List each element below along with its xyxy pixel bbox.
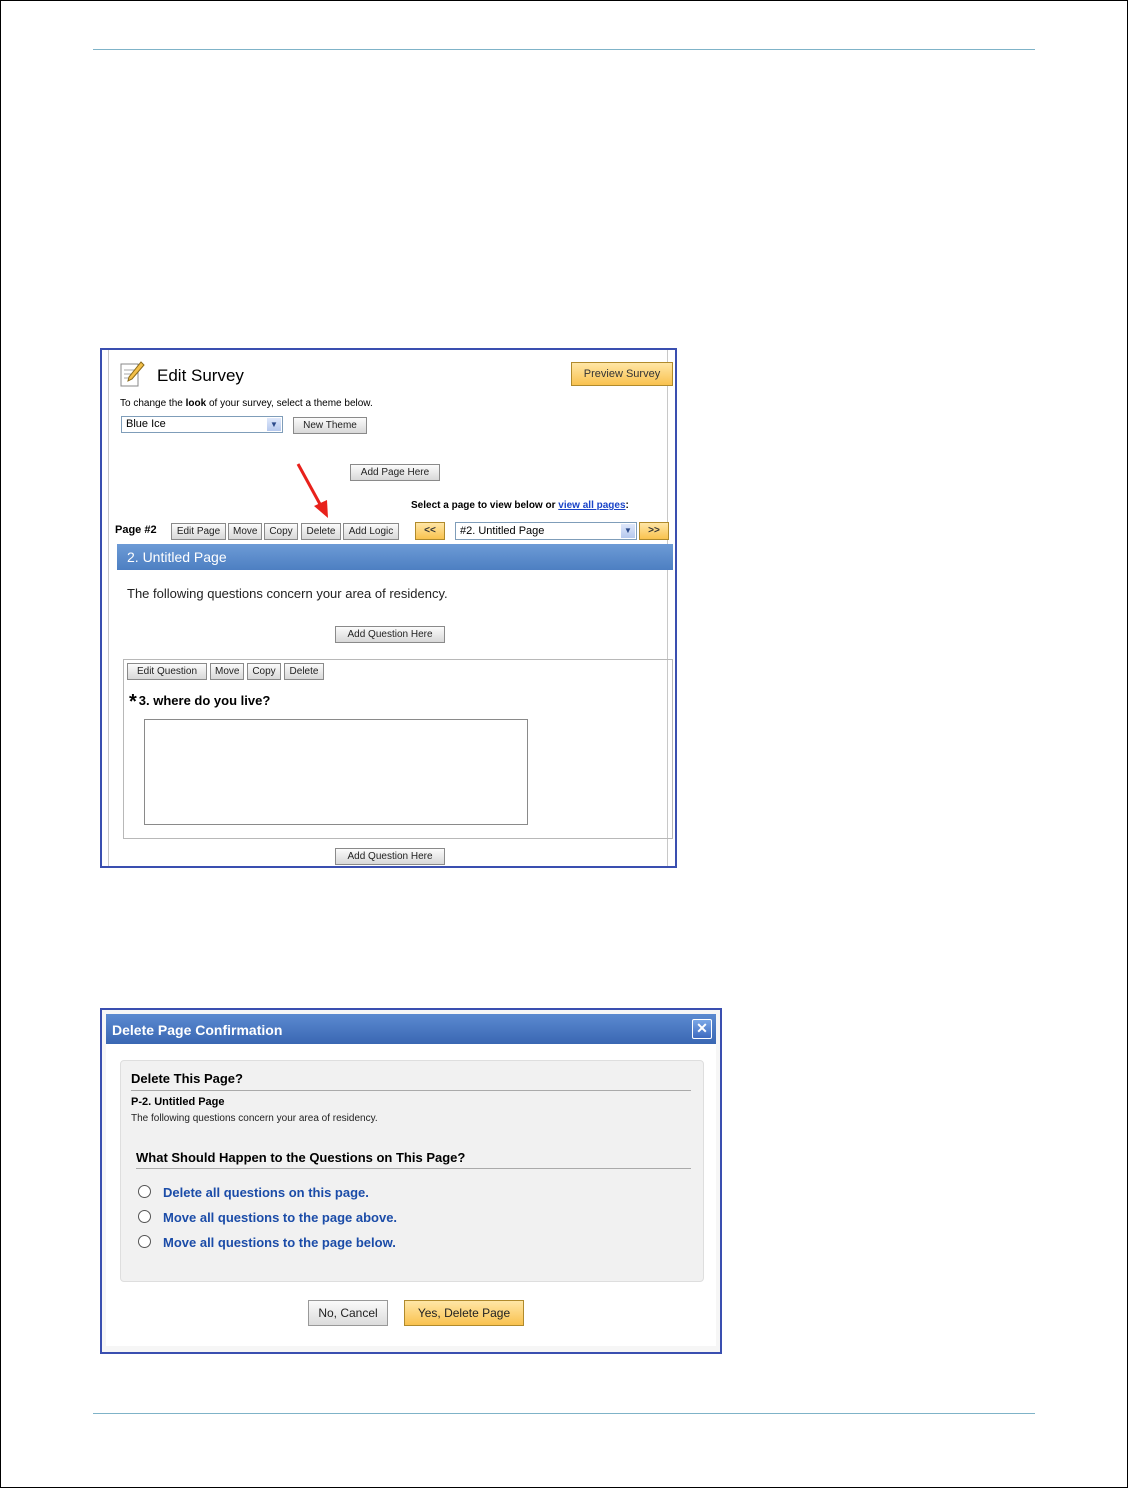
radio-button[interactable] bbox=[138, 1210, 151, 1223]
delete-question-button[interactable]: Delete bbox=[284, 663, 324, 680]
edit-notepad-icon bbox=[119, 360, 145, 388]
dialog-titlebar bbox=[106, 1014, 716, 1044]
radio-button[interactable] bbox=[138, 1235, 151, 1248]
dialog-page-name: P-2. Untitled Page bbox=[131, 1096, 225, 1108]
option-label: Move all questions to the page above. bbox=[163, 1210, 398, 1225]
edit-survey-panel bbox=[108, 350, 668, 868]
next-page-button[interactable]: >> bbox=[639, 522, 669, 540]
option-move-below[interactable] bbox=[138, 1235, 396, 1250]
theme-prompt-bold: look bbox=[185, 398, 207, 409]
theme-select[interactable] bbox=[121, 416, 283, 433]
delete-page-button[interactable]: Delete bbox=[301, 523, 341, 540]
divider bbox=[131, 1090, 691, 1091]
add-page-button[interactable]: Add Page Here bbox=[350, 464, 440, 481]
select-page-prompt bbox=[411, 500, 629, 511]
new-theme-button[interactable]: New Theme bbox=[293, 417, 367, 434]
chevron-down-icon[interactable]: ▼ bbox=[267, 418, 281, 431]
close-icon[interactable]: ✕ bbox=[692, 1019, 712, 1039]
footer-rule bbox=[93, 1413, 1035, 1414]
delete-page-dialog bbox=[100, 1008, 722, 1354]
radio-button[interactable] bbox=[138, 1185, 151, 1198]
theme-prompt-pre: To change the bbox=[120, 398, 186, 409]
preview-survey-button[interactable]: Preview Survey bbox=[571, 362, 673, 386]
theme-select-value: Blue Ice bbox=[126, 418, 166, 430]
edit-question-button[interactable]: Edit Question bbox=[127, 663, 207, 680]
option-delete-questions[interactable] bbox=[138, 1185, 369, 1200]
dialog-title: Delete Page Confirmation bbox=[112, 1022, 283, 1038]
edit-survey-screenshot bbox=[100, 348, 677, 868]
select-page-text: Select a page to view below or bbox=[411, 500, 559, 511]
cancel-button[interactable]: No, Cancel bbox=[308, 1300, 388, 1326]
dialog-body bbox=[106, 1044, 716, 1346]
add-question-button[interactable]: Add Question Here bbox=[335, 626, 445, 643]
page-select-value: #2. Untitled Page bbox=[460, 525, 545, 537]
edit-survey-title: Edit Survey bbox=[157, 366, 244, 385]
question-answer-textarea[interactable] bbox=[144, 719, 528, 825]
dialog-page-description: The following questions concern your area of residency. bbox=[131, 1113, 378, 1124]
theme-prompt bbox=[120, 398, 373, 409]
confirm-delete-button[interactable]: Yes, Delete Page bbox=[404, 1300, 524, 1326]
move-page-button[interactable]: Move bbox=[228, 523, 262, 540]
copy-question-button[interactable]: Copy bbox=[247, 663, 281, 680]
move-question-button[interactable]: Move bbox=[210, 663, 244, 680]
option-label: Delete all questions on this page. bbox=[163, 1185, 369, 1200]
previous-page-button[interactable]: << bbox=[415, 522, 445, 540]
theme-prompt-post: of your survey, select a theme below. bbox=[206, 398, 373, 409]
view-all-pages-link[interactable]: view all pages bbox=[558, 500, 626, 511]
page-number-label: Page #2 bbox=[115, 524, 157, 536]
question-text: 3. where do you live? bbox=[138, 693, 271, 708]
question-title bbox=[129, 688, 270, 711]
divider bbox=[136, 1168, 691, 1169]
option-move-above[interactable] bbox=[138, 1210, 397, 1225]
page-header: 2. Untitled Page bbox=[117, 544, 673, 570]
required-mark: * bbox=[129, 691, 137, 713]
red-arrow-annotation bbox=[294, 460, 334, 520]
add-logic-button[interactable]: Add Logic bbox=[343, 523, 399, 540]
chevron-down-icon[interactable]: ▼ bbox=[621, 524, 635, 538]
option-label: Move all questions to the page below. bbox=[163, 1235, 396, 1250]
edit-page-button[interactable]: Edit Page bbox=[171, 523, 226, 540]
dialog-heading: Delete This Page? bbox=[131, 1071, 243, 1086]
page-description: The following questions concern your area of residency. bbox=[127, 586, 448, 601]
copy-page-button[interactable]: Copy bbox=[264, 523, 298, 540]
add-question-button-bottom[interactable]: Add Question Here bbox=[335, 848, 445, 865]
header-rule bbox=[93, 49, 1035, 50]
questions-heading: What Should Happen to the Questions on This Page? bbox=[136, 1150, 466, 1165]
page-select[interactable] bbox=[455, 522, 637, 540]
select-page-colon: : bbox=[625, 500, 629, 511]
